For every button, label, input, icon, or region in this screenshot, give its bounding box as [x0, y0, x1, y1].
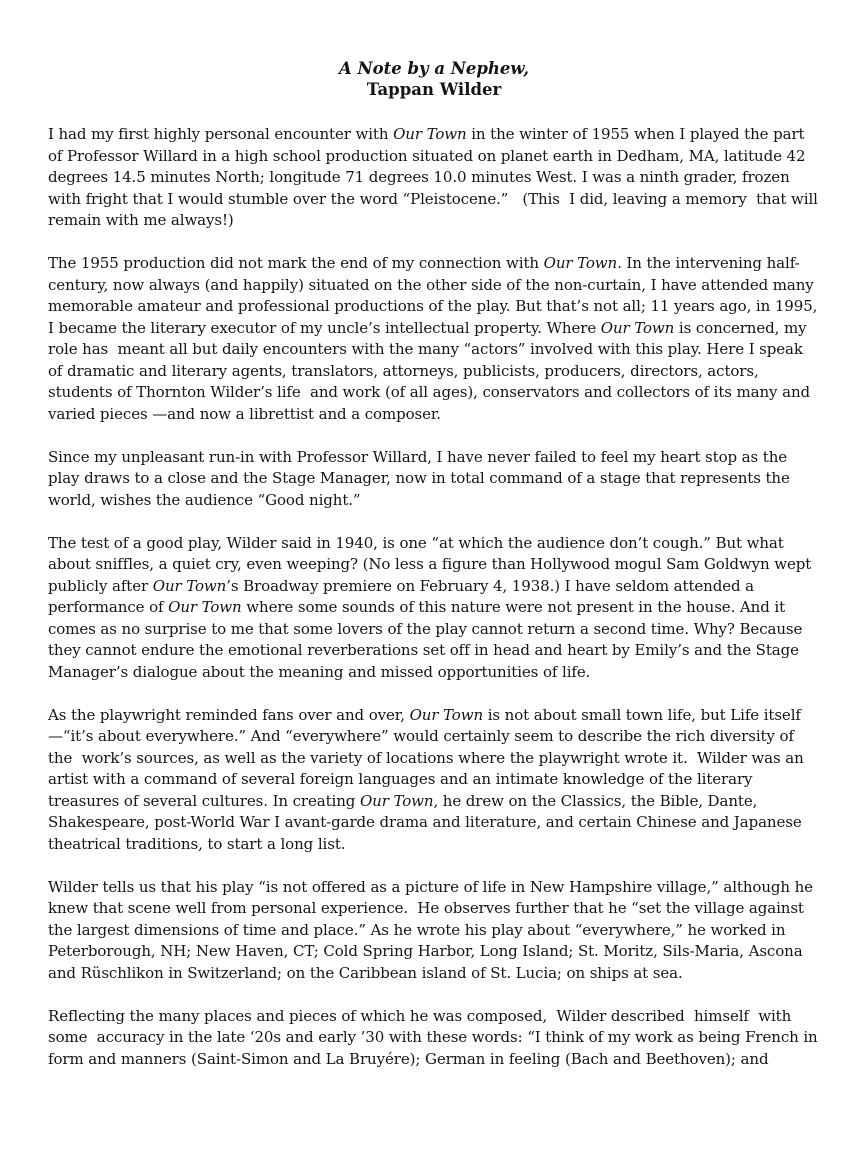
text-run: ’s Broadway premiere on February 4, 1938.) I have seldom attended a performance of [48, 576, 759, 616]
text-run: where some sounds of this nature were not present in the house. And it comes as no surprise to me that some lovers of the play cannot return a second time. Why? Because they cannot endure the emotional reverberations set off in head and heart by Emily’s and the Stage Manager’s dialogue about the meaning and missed opportunities of life. [48, 598, 807, 681]
paragraph [48, 253, 820, 425]
italic-text-run: Our Town [409, 705, 484, 724]
paragraph [48, 877, 820, 985]
text-run: is concerned, my role has meant all but daily encounters with the many “actors” involved with this play. Here I speak of dramatic and literary agents, translators, attorneys, publicists, producers, directors, actors, students of Thornton Wilder’s life and work (of all ages), conservators and collectors of its many and varied pieces —and now a librettist and a composer. [48, 318, 815, 423]
italic-text-run: Our Town [543, 254, 618, 272]
text-run: The test of a good play, Wilder said in 1940, is one “at which the audience don’t cough.” But what about sniffles, a quiet cry, even weeping? (No less a figure than Hollywood mogul Sam Goldwyn wept publicly after [48, 533, 816, 595]
italic-text-run: Our Town [600, 318, 675, 337]
text-run: , he drew on the Classics, the Bible, Dante, Shakespeare, post-World War I avant-garde drama and literature, and certain Chinese and Japanese theatrical traditions, to start a long list. [48, 791, 807, 853]
paragraph [48, 124, 823, 232]
italic-text-run: Our Town [393, 125, 467, 143]
italic-text-run: Our Town [168, 598, 242, 616]
text-run: As the playwright reminded fans over and over, [48, 705, 410, 724]
paragraph [48, 533, 820, 684]
document-author: Tappan Wilder [366, 80, 502, 99]
text-run: . In the intervening half-century, now always (and happily) situated on the other side of the non-curtain, I have attended many memorable amateur and professional productions of the play. But that’s not all; 11 years ago, in 1995, I became the literary executor of my uncle’s intellectual property. Where [48, 254, 822, 337]
paragraph [48, 1006, 823, 1071]
text-run: in the winter of 1955 when I played the part of Professor Willard in a high school production situated on planet earth in Dedham, MA, latitude 42 degrees 14.5 minutes North; longitude 71 degrees 10.0 minutes West. I was a ninth grader, frozen with fright that I would stumble over the word “Pleistocene.” (This I did, leaving a memory that will remain with me always!) [48, 125, 823, 229]
paragraph [48, 447, 820, 512]
document-title: A Note by a Nephew, [338, 59, 530, 78]
italic-text-run: Our Town [152, 576, 227, 595]
text-run: is not about small town life, but Life itself—“it’s about everywhere.” And “everywhere” would certainly seem to describe the rich diversity of the work’s sources, as well as the variety of locations where the playwright wrote it. Wilder was an artist with a command of several foreign languages and an intimate knowledge of the literary treasures of several cultures. In creating [48, 705, 809, 810]
document-body [48, 124, 823, 1070]
text-run: Since my unpleasant run-in with Professor Willard, I have never failed to feel my heart stop as the play draws to a close and the Stage Manager, now in total command of a stage that represents the world, wishes the audience “Good night.” [48, 447, 795, 509]
text-run: Wilder tells us that his play “is not offered as a picture of life in New Hampshire village,” although he knew that scene well from personal experience. He observes further that he “set the village against the largest dimensions of time and place.” As he wrote his play about “everywhere,” he worked in Peterborough, NH; New Haven, CT; Cold Spring Harbor, Long Island; St. Moritz, Sils-Maria, Ascona and Rüschlikon in Switzerland; on the Caribbean island of St. Lucia; on ships at sea. [48, 877, 818, 982]
text-run: I had my first highly personal encounter with [48, 125, 394, 143]
text-run: Reflecting the many places and pieces of which he was composed, Wilder described himself with some accuracy in the late ‘20s and early ’30 with these words: “I think of my work as being French in form and manners (Saint-Simon and La Bruyére); German in feeling (Bach and Beethoven); and [48, 1006, 823, 1068]
paragraph [48, 705, 820, 856]
text-run: The 1955 production did not mark the end of my connection with [48, 254, 544, 272]
title-block [48, 58, 820, 100]
italic-text-run: Our Town [359, 791, 434, 810]
